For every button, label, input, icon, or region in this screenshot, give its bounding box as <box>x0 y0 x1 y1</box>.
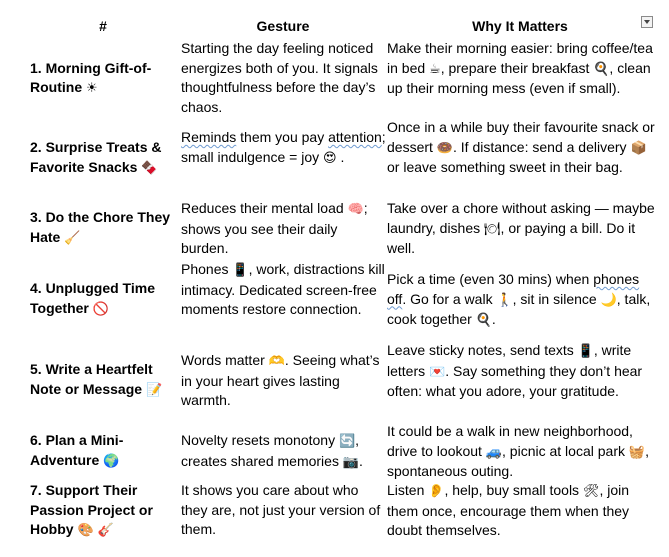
row-gesture: Phones 📱, work, distractions kill intimacy. Dedicated screen-free moments restore connection. <box>181 261 385 317</box>
row-gesture: Reminds them you pay attention; small indulgence = joy 😍 . <box>181 129 386 166</box>
package-icon: 📦 <box>630 140 647 156</box>
walking-person-icon: 🚶 <box>496 292 513 308</box>
row-title-text: 5. Write a Heartfelt Note or Message <box>30 361 153 397</box>
frying-pan-icon: 🍳 <box>593 61 610 77</box>
row-why: Once in a while buy their favourite snack or dessert 🍩. If distance: send a delivery 📦 or leave something sweet in their bag. <box>387 119 655 175</box>
phone-icon: 📱 <box>577 344 594 359</box>
tools-icon: 🛠 <box>582 484 600 499</box>
header-why-it-matters: Why It Matters <box>472 18 568 34</box>
arrows-cycle-icon: 🔄 <box>338 434 356 449</box>
row-gesture: Reduces their mental load 🧠; shows you see their daily burden. <box>181 200 368 256</box>
row-title <box>30 360 178 400</box>
heart-eyes-icon: 😍 <box>323 150 337 166</box>
row-title-text: 7. Support Their Passion Project or Hobby <box>30 482 153 537</box>
row-why: It could be a walk in new neighborhood, drive to lookout 🚙, picnic at local park 🧺, spontaneous outing. <box>387 423 649 479</box>
moon-icon: 🌙 <box>600 292 617 308</box>
row-title-text: 2. Surprise Treats & Favorite Snacks <box>30 139 162 175</box>
love-letter-icon: 💌 <box>429 364 446 380</box>
table-row <box>0 199 669 259</box>
header-gesture: Gesture <box>256 18 310 34</box>
row-why: Make their morning easier: bring coffee/tea in bed ☕, prepare their breakfast 🍳, clean up their morning mess (even if small). <box>387 40 653 96</box>
row-title-text: 1. Morning Gift-of-Routine <box>30 59 152 95</box>
car-icon: 🚙 <box>485 444 503 460</box>
table-row <box>0 481 669 541</box>
row-why: Leave sticky notes, send texts 📱, write letters 💌. Say something they don’t hear often: what you adore, your gratitude. <box>387 342 643 399</box>
frying-pan-icon: 🍳 <box>475 313 492 328</box>
table-header <box>0 0 669 37</box>
globe-icon: 🌍 <box>103 453 120 469</box>
row-title-text: 4. Unplugged Time Together <box>30 280 155 316</box>
row-title <box>30 481 178 541</box>
row-title-text: 3. Do the Chore They Hate <box>30 209 171 245</box>
spellcheck-reminds[interactable]: Reminds <box>181 129 237 145</box>
row-gesture: Words matter 🫶. Seeing what’s in your heart gives lasting warmth. <box>181 352 380 408</box>
row-title <box>30 138 178 178</box>
spellcheck-phones-off[interactable]: phones off <box>387 271 640 307</box>
coffee-icon: ☕ <box>429 61 441 77</box>
ear-icon: 👂 <box>428 484 445 499</box>
plate-icon: 🍽 <box>484 221 501 237</box>
row-title <box>30 208 178 248</box>
row-title <box>30 59 178 99</box>
memo-icon: 📝 <box>145 382 163 398</box>
guitar-icon: 🎸 <box>97 523 114 538</box>
row-title <box>30 279 178 319</box>
chocolate-icon: 🍫 <box>141 160 158 176</box>
row-why: Pick a time (even 30 mins) when phones off. Go for a walk 🚶, sit in silence 🌙, talk, cook together 🍳. <box>387 271 651 328</box>
phone-icon: 📱 <box>232 263 249 278</box>
row-why: Listen 👂, help, buy small tools 🛠, join them once, encourage them when they doubt themselves. <box>387 482 630 538</box>
row-gesture: Novelty resets monotony 🔄, creates shared memories 📷. <box>181 432 363 470</box>
camera-icon: 📷 <box>342 454 360 470</box>
row-gesture: It shows you care about who they are, not just your version of them. <box>181 482 381 537</box>
table-row <box>0 341 669 421</box>
table-row <box>0 118 669 196</box>
row-why: Take over a chore without asking — maybe laundry, dishes 🍽, or paying a bill. Do it well. <box>387 200 655 256</box>
table-row <box>0 39 669 117</box>
broom-icon: 🧹 <box>64 230 81 246</box>
filter-dropdown-icon[interactable] <box>641 16 653 28</box>
row-title-text: 6. Plan a Mini-Adventure <box>30 432 124 468</box>
prohibited-icon: 🚫 <box>92 301 109 317</box>
heart-hands-icon: 🫶 <box>268 354 285 369</box>
palette-icon: 🎨 <box>77 523 94 538</box>
picnic-basket-icon: 🧺 <box>628 444 646 460</box>
row-title <box>30 431 178 471</box>
donut-icon: 🍩 <box>436 140 453 156</box>
brain-icon: 🧠 <box>347 202 364 217</box>
table-row <box>0 422 669 480</box>
spellcheck-attention[interactable]: attention <box>328 129 382 145</box>
row-gesture: Starting the day feeling noticed energizes both of you. It signals thoughtfulness before the day’s chaos. <box>181 40 378 115</box>
header-number: # <box>99 18 107 34</box>
table-row <box>0 260 669 340</box>
sun-icon: ☀ <box>86 81 98 96</box>
